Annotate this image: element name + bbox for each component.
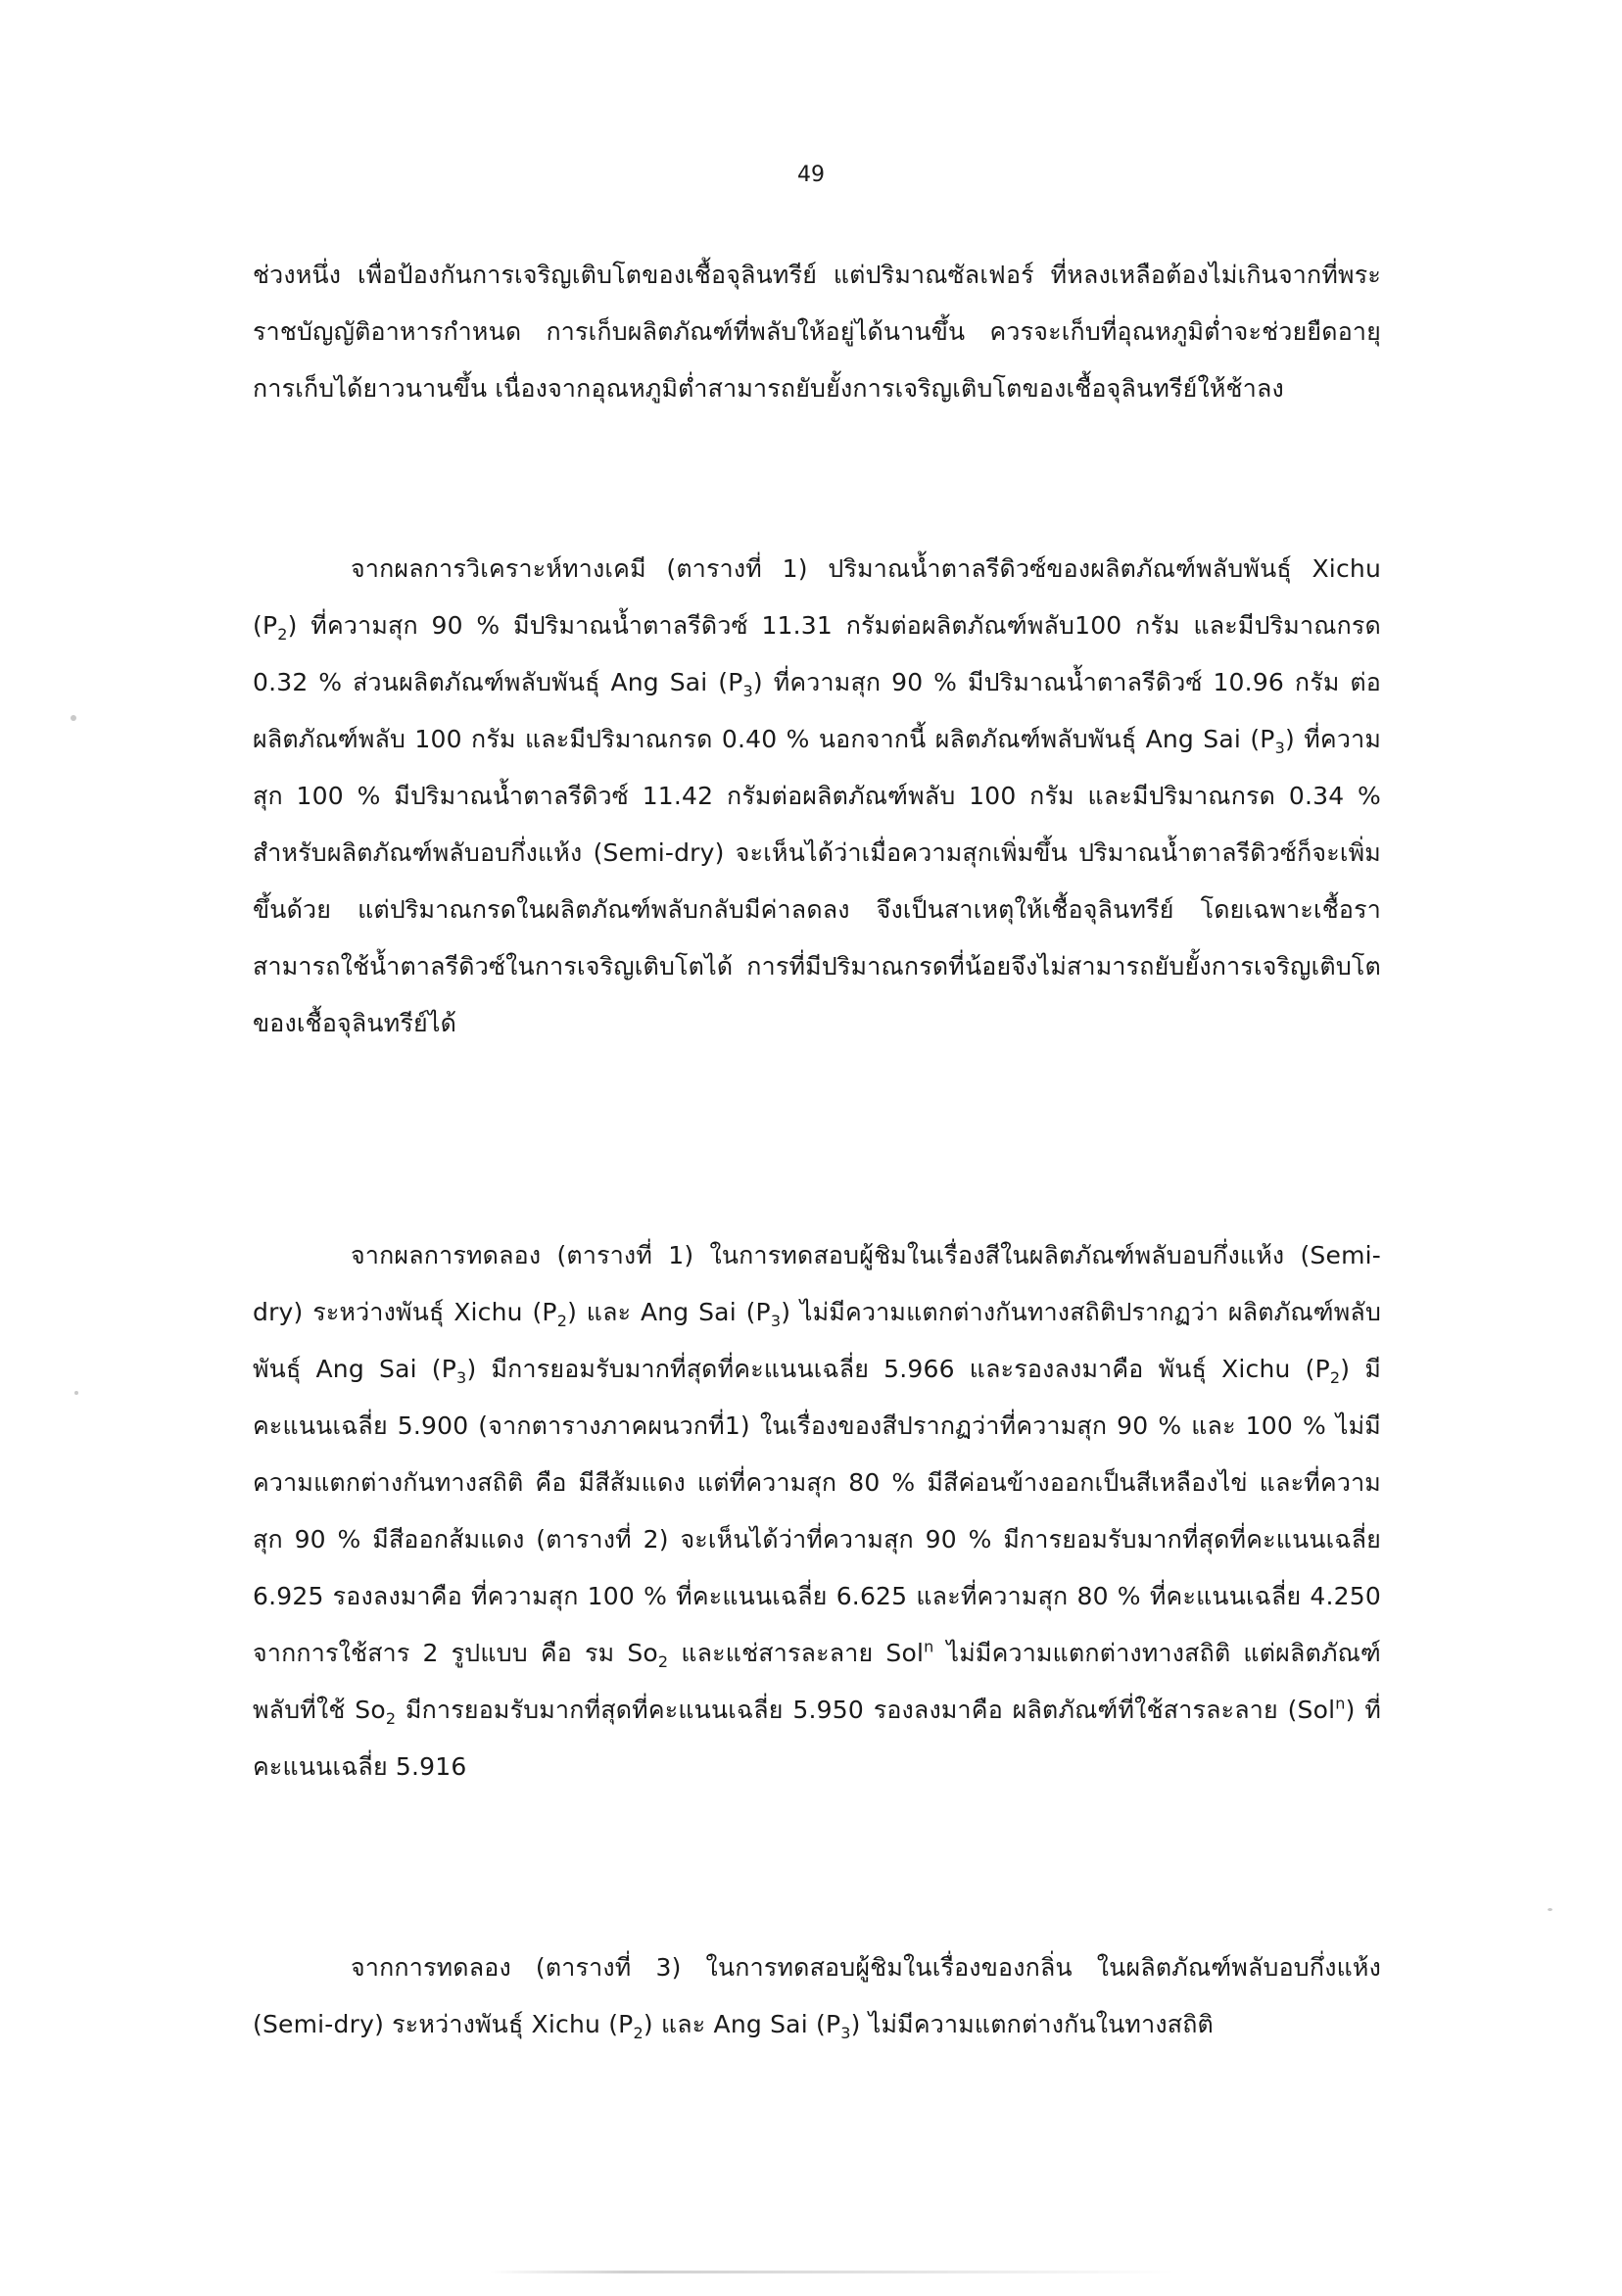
paragraph-color-test: จากผลการทดลอง (ตารางที่ 1) ในการทดสอบผู้ชิมในเรื่องสีในผลิตภัณฑ์พลับอบกึ่งแห้ง (Semi-dry) ระหว่างพันธุ์ Xichu $(P_2)$ และ Ang Sai $(P_3)$ ไม่มีความแตกต่างกันทางสถิติปรากฏว่า ผลิตภัณฑ์พลับพันธุ์ Ang Sai $(P_3)$ มีการยอมรับมากที่สุดที่คะแนนเฉลี่ย 5.966 และรองลงมาคือ พันธุ์ Xichu $(P_2)$ มีคะแนนเฉลี่ย 5.900 (จากตารางภาคผนวกที่1) ในเรื่องของสีปรากฏว่าที่ความสุก 90 % และ 100 % ไม่มีความแตกต่างกันทางสถิติ คือ มีสีส้มแดง แต่ที่ความสุก 80 % มีสีค่อนข้างออกเป็นสีเหลืองไข่ และที่ความสุก 90 % มีสีออกส้มแดง (ตารางที่ 2) จะเห็นได้ว่าที่ความสุก 90 % มีการยอมรับมากที่สุดที่คะแนนเฉลี่ย 6.925 รองลงมาคือ ที่ความสุก 100 % ที่คะแนนเฉลี่ย 6.625 และที่ความสุก 80 % ที่คะแนนเฉลี่ย 4.250 จากการใช้สาร 2 รูปแบบ คือ รม $So_2$ และแช่สารละลาย Sol$^n$ ไม่มีความแตกต่างทางสถิติ แต่ผลิตภัณฑ์พลับที่ใช้ $So_2$ มีการยอมรับมากที่สุดที่คะแนนเฉลี่ย 5.950 รองลงมาคือ ผลิตภัณฑ์ที่ใช้สารละลาย (Sol$^n$) ที่คะแนนเฉลี่ย 5.916 <box>253 1241 1382 1781</box>
paragraph-chemical-analysis: จากผลการวิเคราะห์ทางเคมี (ตารางที่ 1) ปริมาณน้ำตาลรีดิวซ์ของผลิตภัณฑ์พลับพันธุ์ Xichu $(P_2)$ ที่ความสุก 90 % มีปริมาณน้ำตาลรีดิวซ์ 11.31 กรัมต่อผลิตภัณฑ์พลับ100 กรัม และมีปริมาณกรด 0.32 % ส่วนผลิตภัณฑ์พลับพันธุ์ Ang Sai $(P_3)$ ที่ความสุก 90 % มีปริมาณน้ำตาลรีดิวซ์ 10.96 กรัม ต่อผลิตภัณฑ์พลับ 100 กรัม และมีปริมาณกรด 0.40 % นอกจากนี้ ผลิตภัณฑ์พลับพันธุ์ Ang Sai $(P_3)$ ที่ความสุก 100 % มีปริมาณน้ำตาลรีดิวซ์ 11.42 กรัมต่อผลิตภัณฑ์พลับ 100 กรัม และมีปริมาณกรด 0.34 % สำหรับผลิตภัณฑ์พลับอบกึ่งแห้ง (Semi-dry) จะเห็นได้ว่าเมื่อความสุกเพิ่มขึ้น ปริมาณน้ำตาลรีดิวซ์ก็จะเพิ่มขึ้นด้วย แต่ปริมาณกรดในผลิตภัณฑ์พลับกลับมีค่าลดลง จึงเป็นสาเหตุให้เชื้อจุลินทรีย์ โดยเฉพาะเชื้อรา สามารถใช้น้ำตาลรีดิวซ์ในการเจริญเติบโตได้ การที่มีปริมาณกรดที่น้อยจึงไม่สามารถยับยั้งการเจริญเติบโตของเชื้อจุลินทรีย์ได้ <box>253 554 1382 1037</box>
scan-speck <box>71 715 76 721</box>
paragraph-aroma-test: จากการทดลอง (ตารางที่ 3) ในการทดสอบผู้ชิมในเรื่องของกลิ่น ในผลิตภัณฑ์พลับอบกึ่งแห้ง (Semi-dry) ระหว่างพันธุ์ Xichu $(P_2)$ และ Ang Sai $(P_3)$ ไม่มีความแตกต่างกันในทางสถิติ <box>253 1953 1381 2042</box>
scan-smudge <box>490 2271 1175 2273</box>
scan-speck <box>74 1391 78 1395</box>
page-number: 49 <box>797 163 825 187</box>
paragraph-continuation: ช่วงหนึ่ง เพื่อป้องกันการเจริญเติบโตของเชื้อจุลินทรีย์ แต่ปริมาณซัลเฟอร์ ที่หลงเหลือต้องไม่เกินจากที่พระราชบัญญัติอาหารกำหนด การเก็บผลิตภัณฑ์ที่พลับให้อยู่ได้นานขึ้น ควรจะเก็บที่อุณหภูมิต่ำจะช่วยยืดอายุการเก็บได้ยาวนานขึ้น เนื่องจากอุณหภูมิต่ำสามารถยับยั้งการเจริญเติบโตของเชื้อจุลินทรีย์ให้ช้าลง <box>253 261 1381 403</box>
scan-speck <box>1548 1908 1552 1911</box>
